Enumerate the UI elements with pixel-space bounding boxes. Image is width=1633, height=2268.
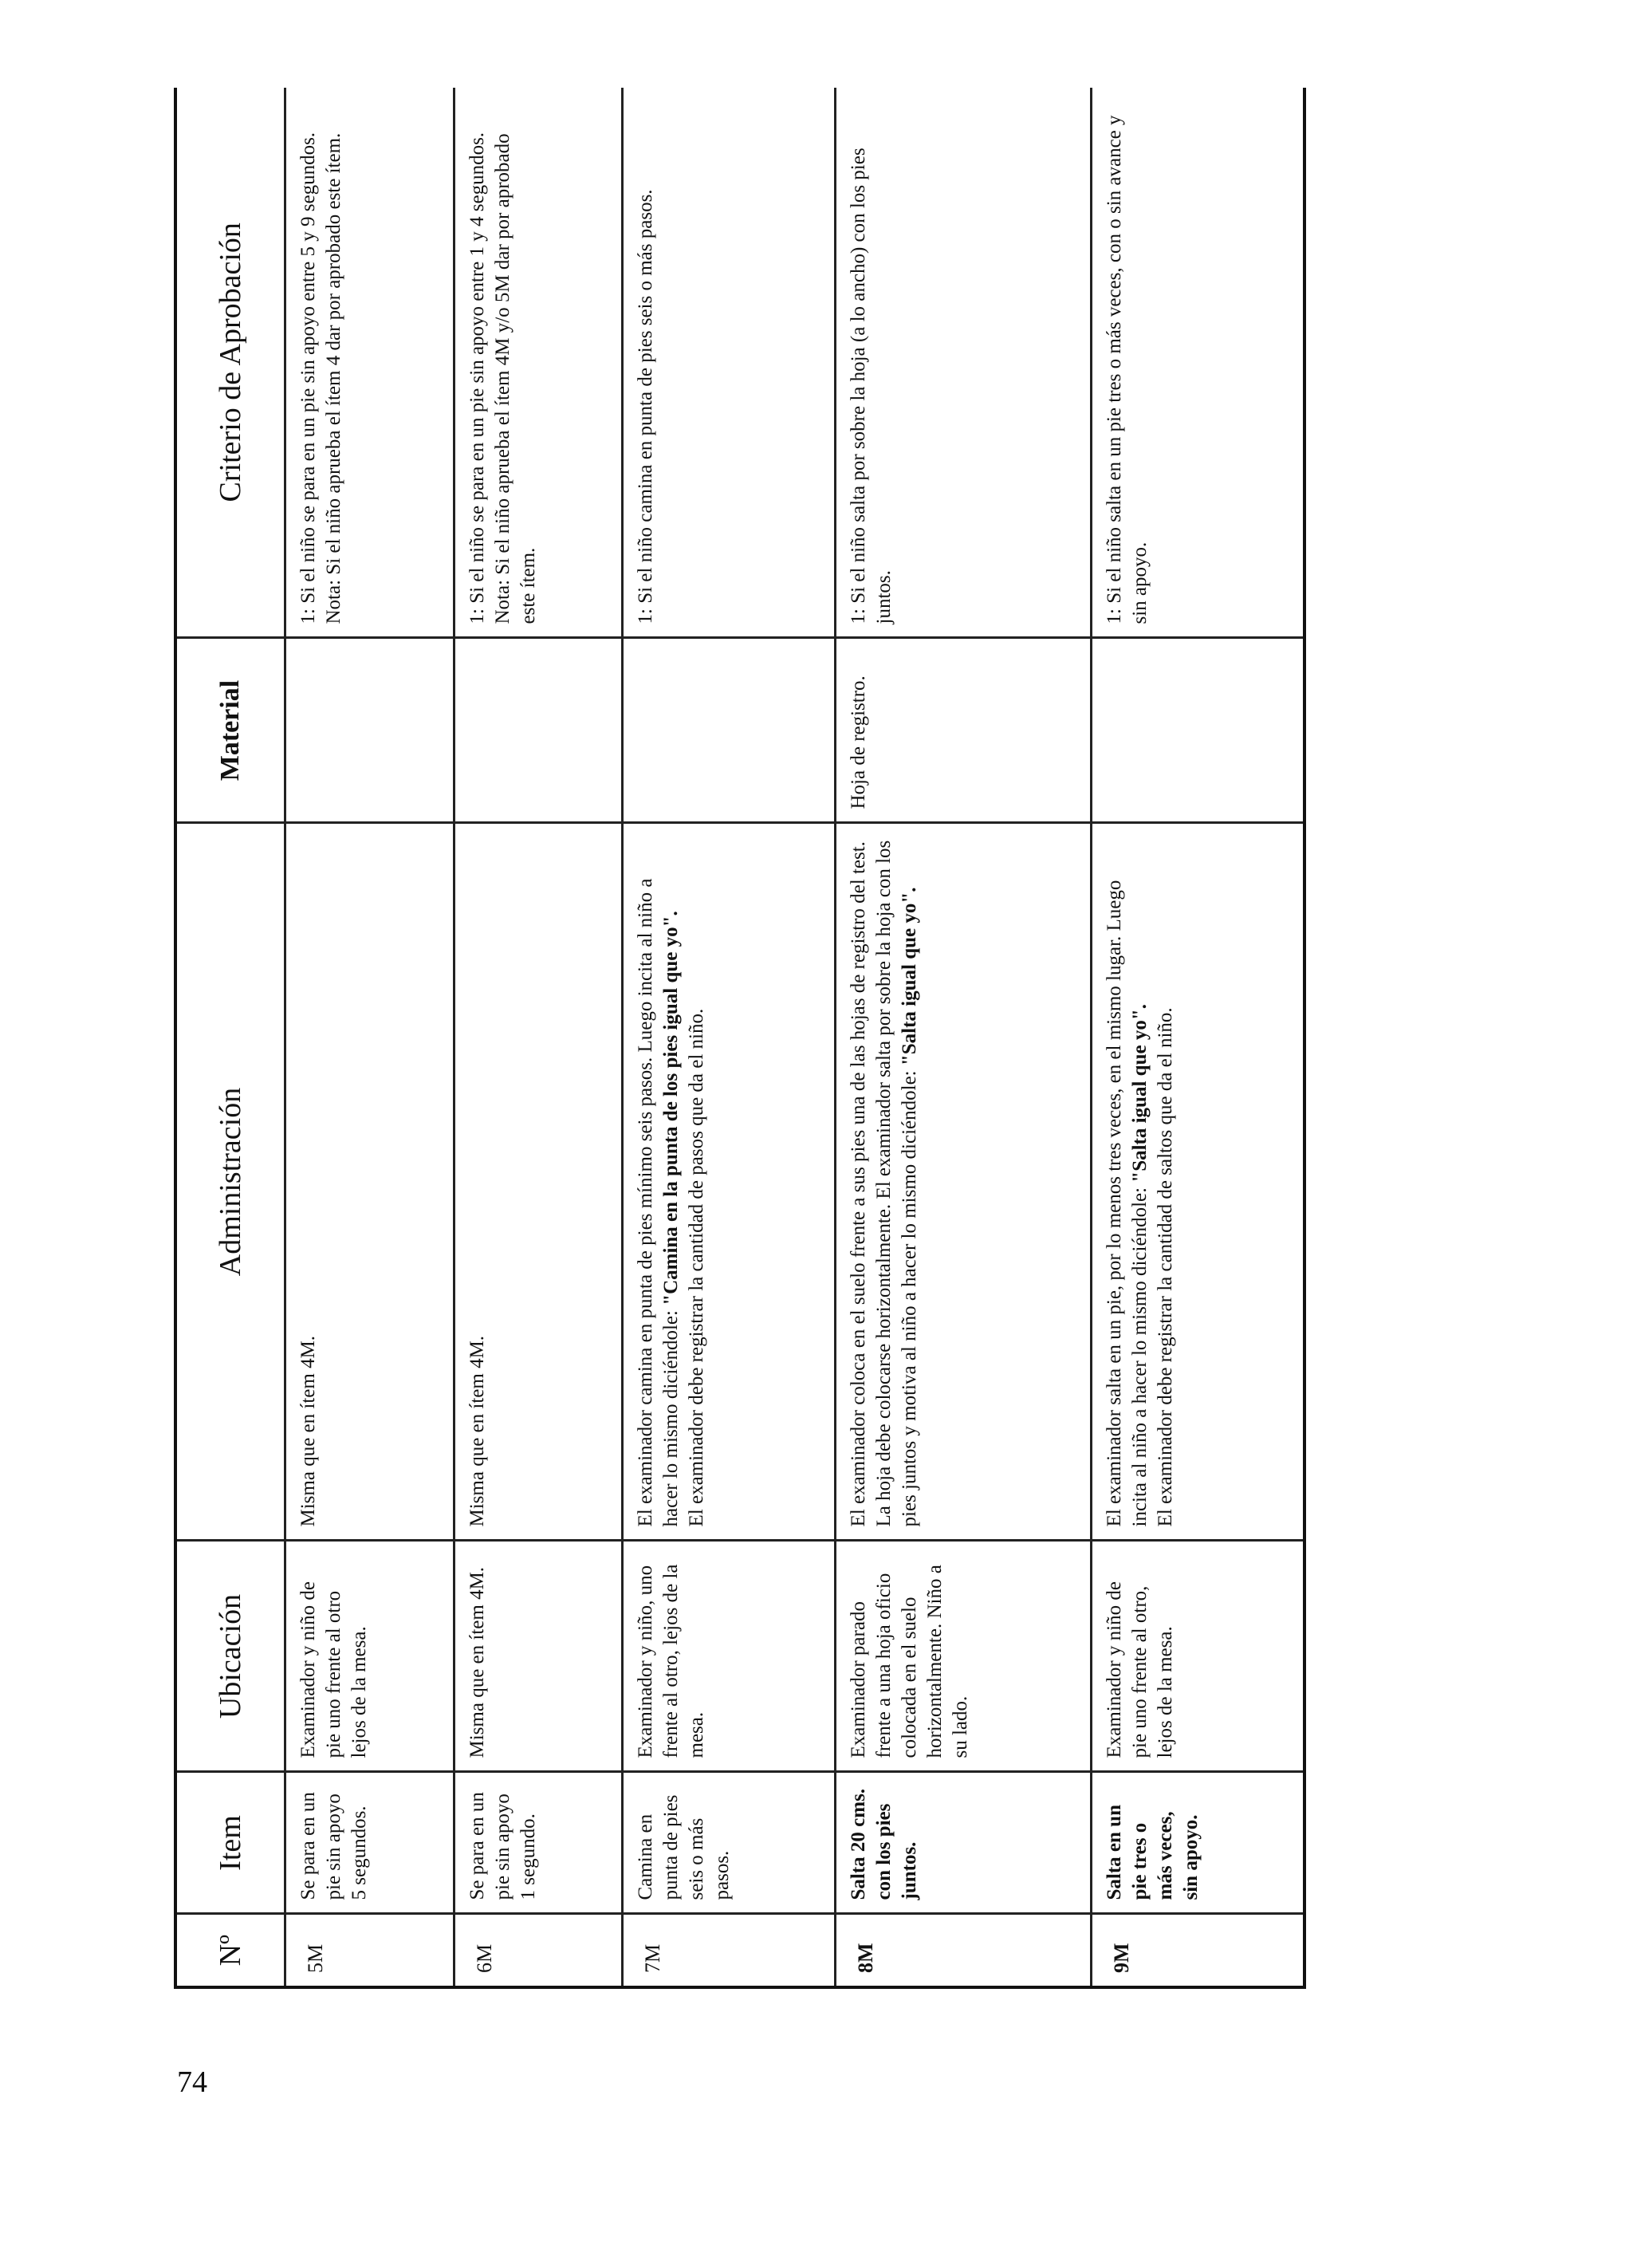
header-criterio: Criterio de Aprobación — [175, 88, 285, 638]
row-item: Camina en punta de pies seis o más pasos. — [623, 1772, 836, 1914]
row-ubicacion: Examinador y niño de pie uno frente al otro lejos de la mesa. — [285, 1541, 454, 1772]
row-criterio — [1092, 88, 1304, 638]
row-administracion — [1092, 823, 1304, 1541]
admin-text: El examinador salta en un pie, por lo menos tres veces, en el mismo lugar. Luego incita al niño a hacer lo mismo diciéndole: — [1104, 880, 1151, 1527]
row-ubicacion: Examinador y niño de pie uno frente al otro, lejos de la mesa. — [1092, 1541, 1304, 1772]
criterio-text: 1: Si el niño se para en un pie sin apoyo entre 5 y 9 segundos. — [297, 132, 319, 624]
row-administracion — [623, 823, 836, 1541]
row-material — [285, 638, 454, 823]
header-ubicacion: Ubicación — [175, 1541, 285, 1772]
row-num: 6M — [454, 1914, 623, 1987]
header-item: Item — [175, 1772, 285, 1914]
row-criterio — [285, 88, 454, 638]
admin-text: Misma que en ítem 4M. — [466, 1335, 488, 1527]
header-administracion: Administración — [175, 823, 285, 1541]
admin-text: Misma que en ítem 4M. — [297, 1335, 319, 1527]
row-administracion — [285, 823, 454, 1541]
header-num: Nº — [175, 1914, 285, 1987]
criterio-note: Nota: Si el niño aprueba el ítem 4M y/o 5M dar por aprobado este ítem. — [491, 133, 539, 624]
evaluation-table — [174, 88, 1306, 1989]
row-item: Se para en un pie sin apoyo 1 segundo. — [454, 1772, 623, 1914]
table-row — [285, 88, 454, 1987]
admin-instruction: "Camina en la punta de los pies igual que yo". — [660, 911, 682, 1305]
row-num: 9M — [1092, 1914, 1304, 1987]
row-item: Se para en un pie sin apoyo 5 segundos. — [285, 1772, 454, 1914]
header-material: Material — [175, 638, 285, 823]
row-administracion — [835, 823, 1092, 1541]
row-item: Salta en un pie tres o más veces, sin apoyo. — [1092, 1772, 1304, 1914]
rotated-table — [174, 88, 1306, 1989]
admin-note: El examinador debe registrar la cantidad de pasos que da el niño. — [686, 1008, 707, 1527]
criterio-text: 1: Si el niño camina en punta de pies seis o más pasos. — [635, 189, 656, 624]
row-num: 8M — [835, 1914, 1092, 1987]
admin-instruction: "Salta igual que yo". — [1129, 1004, 1151, 1183]
row-ubicacion: Examinador y niño, uno frente al otro, lejos de la mesa. — [623, 1541, 836, 1772]
row-ubicacion: Misma que en ítem 4M. — [454, 1541, 623, 1772]
table-row — [835, 88, 1092, 1987]
table-row — [1092, 88, 1304, 1987]
admin-instruction: "Salta igual que yo". — [898, 887, 920, 1066]
row-item: Salta 20 cms. con los pies juntos. — [835, 1772, 1092, 1914]
row-criterio — [835, 88, 1092, 638]
admin-note: El examinador debe registrar la cantidad de saltos que da el niño. — [1155, 1007, 1177, 1527]
table-row — [623, 88, 836, 1987]
table-container — [174, 88, 1306, 1989]
row-num: 7M — [623, 1914, 836, 1987]
row-material — [623, 638, 836, 823]
criterio-note: Nota: Si el niño aprueba el ítem 4 dar por aprobado este ítem. — [323, 132, 344, 624]
table-header-row — [175, 88, 285, 1987]
row-criterio — [623, 88, 836, 638]
row-administracion — [454, 823, 623, 1541]
row-ubicacion: Examinador parado frente a una hoja oficio colocada en el suelo horizontalmente. Niño a su lado. — [835, 1541, 1092, 1772]
page-number: 74 — [177, 2065, 207, 2099]
row-num: 5M — [285, 1914, 454, 1987]
row-criterio — [454, 88, 623, 638]
row-material — [454, 638, 623, 823]
row-material — [1092, 638, 1304, 823]
criterio-text: 1: Si el niño se para en un pie sin apoyo entre 1 y 4 segundos. — [466, 132, 488, 624]
table-row — [454, 88, 623, 1987]
admin-text: El examinador camina en punta de pies mínimo seis pasos. Luego incita al niño a hacer lo mismo diciéndole: — [635, 878, 682, 1527]
criterio-text: 1: Si el niño salta por sobre la hoja (a lo ancho) con los pies juntos. — [847, 148, 895, 624]
admin-text: El examinador coloca en el suelo frente a sus pies una de las hojas de registro del test. La hoja debe colocarse horizontalmente. El examinador salta por sobre la hoja con los pies juntos y motiva al niño a hacer lo mismo diciéndole: — [847, 840, 920, 1527]
criterio-text: 1: Si el niño salta en un pie tres o más veces, con o sin avance y sin apoyo. — [1104, 115, 1151, 624]
row-material: Hoja de registro. — [835, 638, 1092, 823]
